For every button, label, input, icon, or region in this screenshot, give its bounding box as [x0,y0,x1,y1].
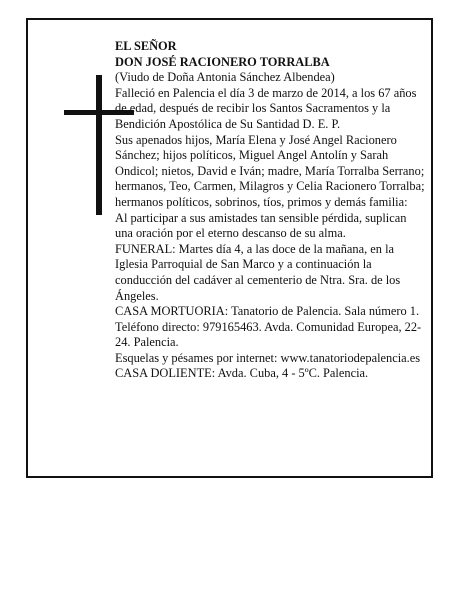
request-paragraph: Al participar a sus amistades tan sensible pérdida, suplican una oración por el eterno descanso de su alma. [115,210,407,241]
mourning-house-paragraph: CASA DOLIENTE: Avda. Cuba, 4 - 5ºC. Palencia. [115,366,369,381]
notice-title-line1: EL SEÑOR [115,39,177,53]
notice-subtitle: (Viudo de Doña Antonia Sánchez Albendea) [115,70,335,85]
notice-title-line2: DON JOSÉ RACIONERO TORRALBA [115,54,330,69]
cross-vertical-bar [96,75,102,215]
notice-text [115,39,425,382]
death-paragraph: Falleció en Palencia el día 3 de marzo de 2014, a los 67 años de edad, después de recibir los Santos Sacramentos y la Bendición Apostólica de Su Santidad D. E. P. [115,85,417,131]
internet-paragraph: Esquelas y pésames por internet: www.tanatoriodepalencia.es [115,350,421,365]
funeral-paragraph: FUNERAL: Martes día 4, a las doce de la mañana, en la Iglesia Parroquial de San Marco y a continuación la conducción del cadáver al cementerio de Ntra. Sra. de los Ángeles. [115,241,401,303]
family-paragraph: Sus apenados hijos, María Elena y José Angel Racionero Sánchez; hijos políticos, Miguel Angel Antolín y Sarah Ondicol; nietos, David e Iván; madre, María Torralba Serrano; hermanos, Teo, Carmen, Milagros y Celia Racionero Torralba; hermanos políticos, sobrinos, tíos, primos y demás familia: [115,132,425,209]
obituary-notice [26,18,433,478]
mortuary-paragraph: CASA MORTUORIA: Tanatorio de Palencia. Sala número 1. Teléfono directo: 979165463. Avda. Comunidad Europea, 22-24. Palencia. [115,304,422,350]
